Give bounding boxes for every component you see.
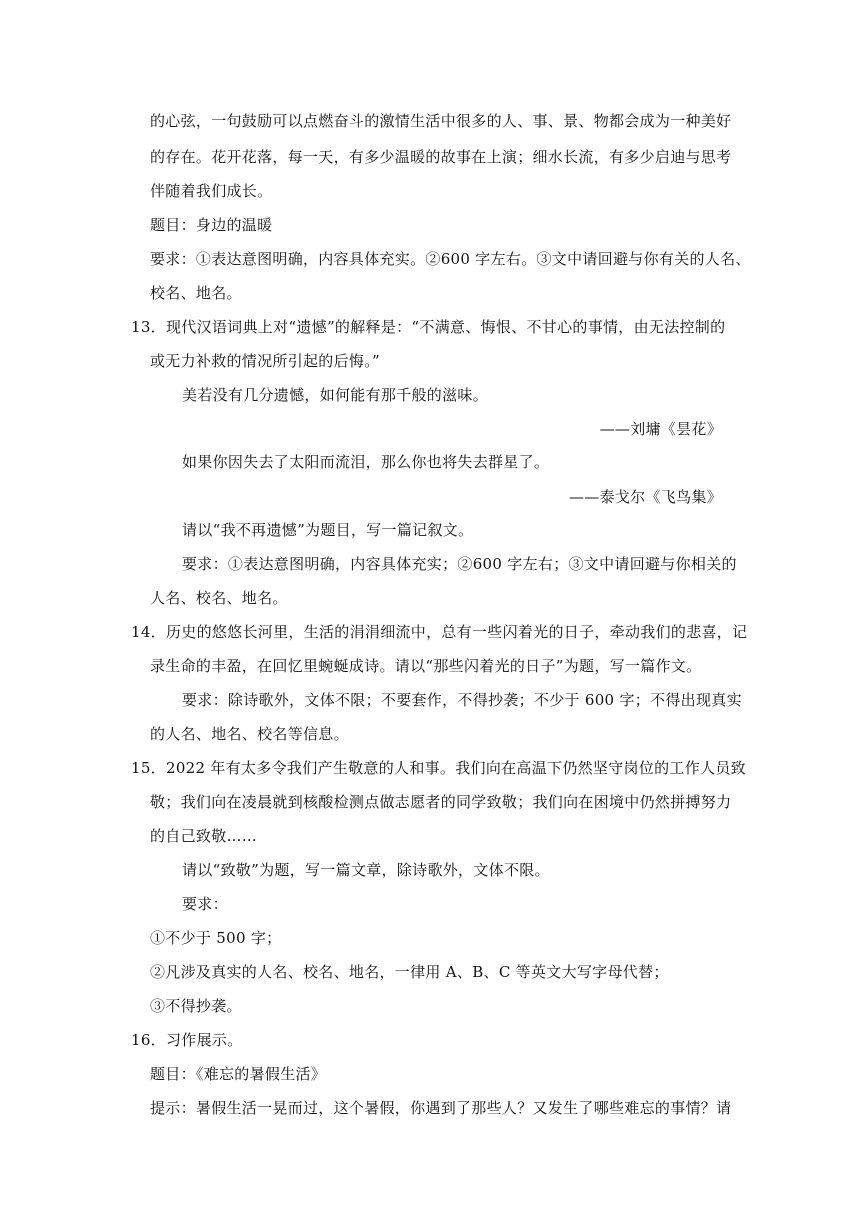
q13-prompt: 请以“我不再遗憾”为题目，写一篇记叙文。	[182, 521, 474, 539]
q16-title: 题目：《难忘的暑假生活》	[150, 1065, 327, 1083]
q15-requirement-2: ②凡涉及真实的人名、校名、地名，一律用 A、B、C 等英文大写字母代替；	[150, 963, 669, 981]
q12-text-line-1: 的心弦，一句鼓励可以点燃奋斗的激情生活中很多的人、事、景、物都会成为一种美好	[150, 112, 732, 130]
q13-quote-1: 美若没有几分遗憾，如何能有那千般的滋味。	[182, 386, 489, 404]
q14-question-line-2: 录生命的丰盈，在回忆里蜿蜒成诗。请以“那些闪着光的日子”为题，写一篇作文。	[150, 657, 702, 675]
q12-requirements-line-2: 校名、地名。	[150, 284, 242, 302]
q15-requirement-3: ③不得抄袭。	[150, 997, 242, 1015]
q15-requirements-label: 要求：	[182, 895, 228, 913]
q12-text-line-3: 伴随着我们成长。	[150, 182, 273, 200]
q16-question-line-1: 16．习作展示。	[131, 1031, 243, 1049]
q14-requirements-line-1: 要求：除诗歌外，文体不限；不要套作，不得抄袭；不少于 600 字；不得出现真实	[182, 691, 742, 709]
q13-quote-1-source: ——刘墉《昙花》	[599, 420, 722, 438]
q13-quote-2: 如果你因失去了太阳而流泪，那么你也将失去群星了。	[182, 453, 550, 471]
q16-hint: 提示：暑假生活一晃而过，这个暑假，你遇到了那些人？又发生了哪些难忘的事情？请	[150, 1099, 732, 1117]
q14-requirements-line-2: 的人名、地名、校名等信息。	[150, 725, 349, 743]
q13-requirements-line-1: 要求：①表达意图明确，内容具体充实；②600 字左右；③文中请回避与你相关的	[182, 555, 737, 573]
q12-title: 题目：身边的温暖	[150, 216, 273, 234]
q15-question-line-2: 敬；我们向在凌晨就到核酸检测点做志愿者的同学致敬；我们向在困境中仍然拼搏努力	[150, 793, 732, 811]
q15-question-line-3: 的自己致敬……	[150, 827, 258, 845]
q12-requirements-line-1: 要求：①表达意图明确，内容具体充实。②600 字左右。③文中请回避与你有关的人名、	[150, 250, 751, 268]
q13-quote-2-source: ——泰戈尔《飞鸟集》	[568, 488, 722, 506]
q15-requirement-1: ①不少于 500 字；	[150, 929, 282, 947]
q13-requirements-line-2: 人名、校名、地名。	[150, 589, 288, 607]
q12-text-line-2: 的存在。花开花落，每一天，有多少温暖的故事在上演；细水长流，有多少启迪与思考	[150, 148, 732, 166]
q13-question-line-2: 或无力补救的情况所引起的后悔。”	[150, 352, 380, 370]
q14-question-line-1: 14．历史的悠悠长河里，生活的涓涓细流中，总有一些闪着光的日子，牵动我们的悲喜，记	[131, 623, 748, 641]
q13-question-line-1: 13．现代汉语词典上对“遗憾”的解释是：“不满意、悔恨、不甘心的事情，由无法控制的	[131, 318, 726, 336]
q15-prompt: 请以“致敬”为题，写一篇文章，除诗歌外，文体不限。	[182, 861, 550, 879]
q15-question-line-1: 15．2022 年有太多令我们产生敬意的人和事。我们向在高温下仍然坚守岗位的工作人员致	[131, 759, 746, 777]
